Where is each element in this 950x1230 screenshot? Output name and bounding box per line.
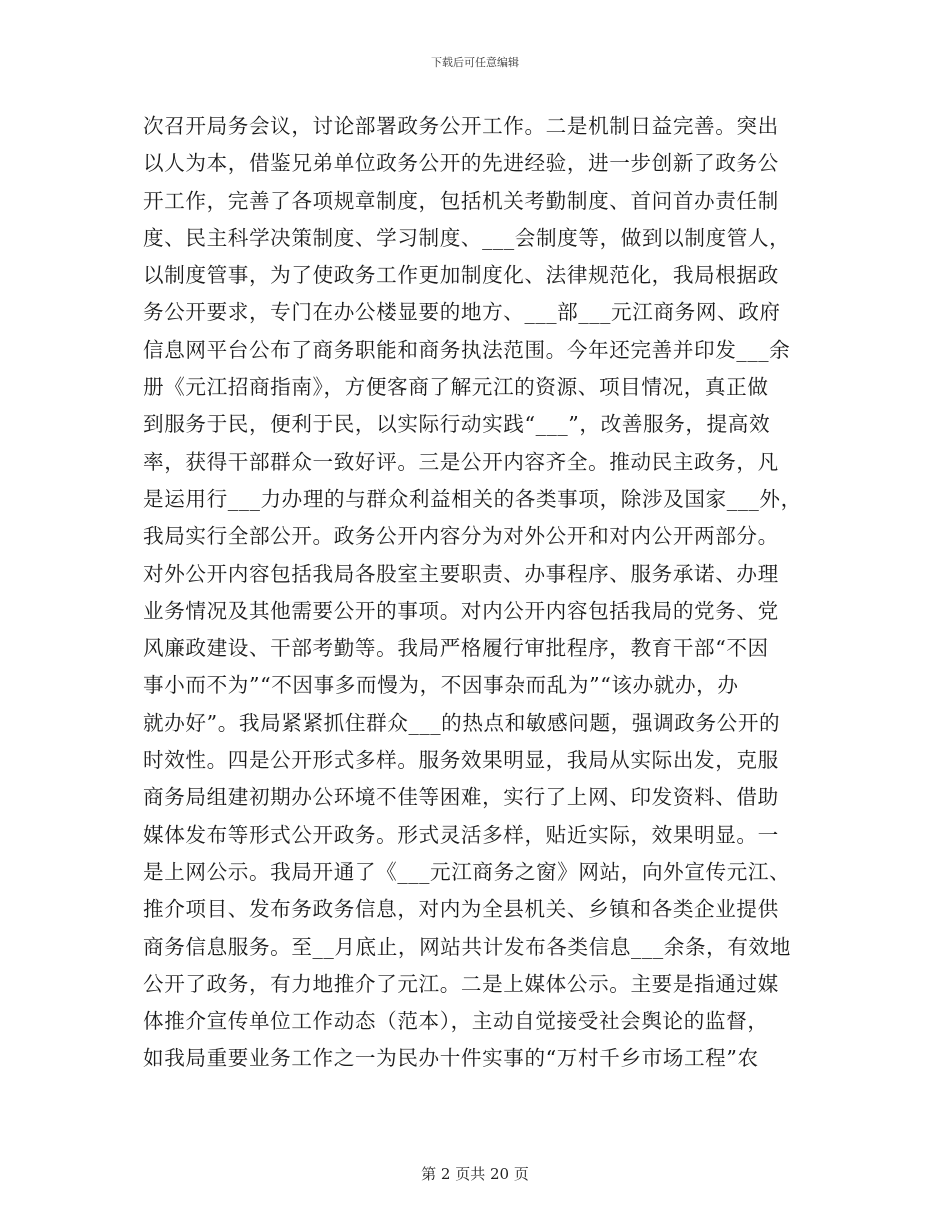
text-line: 率，获得干部群众一致好评。三是公开内容齐全。推动民主政务，凡 <box>143 449 779 474</box>
text-line: 务公开要求，专门在办公楼显要的地方、___部___元江商务网、政府 <box>143 300 781 325</box>
text-line: 是运用行___力办理的与群众利益相关的各类事项，除涉及国家___外， <box>143 486 802 511</box>
text-line: 次召开局务会议，讨论部署政务公开工作。二是机制日益完善。突出 <box>143 114 779 138</box>
text-line: 商务信息服务。至__月底止，网站共计发布各类信息___余条，有效地 <box>143 934 791 959</box>
text-line: 体推介宣传单位工作动态（范本），主动自觉接受社会舆论的监督， <box>143 1009 769 1034</box>
text-line: 到服务于民，便利于民，以实际行动实践“___”，改善服务，提高效 <box>143 412 771 437</box>
text-line: 以制度管事，为了使政务工作更加制度化、法律规范化，我局根据政 <box>143 263 779 288</box>
text-line: 册《元江招商指南》，方便客商了解元江的资源、项目情况，真正做 <box>143 375 769 400</box>
text-line: 时效性。四是公开形式多样。服务效果明显，我局从实际出发，克服 <box>143 748 779 773</box>
text-line: 公开了政务，有力地推介了元江。二是上媒体公示。主要是指通过媒 <box>143 971 779 996</box>
text-line: 度、民主科学决策制度、学习制度、___会制度等，做到以制度管人， <box>143 225 791 250</box>
document-body <box>143 108 808 1078</box>
text-line: 对外公开内容包括我局各股室主要职责、办事程序、服务承诺、办理 <box>143 561 779 586</box>
text-line: 以人为本，借鉴兄弟单位政务公开的先进经验，进一步创新了政务公 <box>143 151 779 176</box>
text-line: 业务情况及其他需要公开的事项。对内公开内容包括我局的党务、党 <box>143 598 779 623</box>
text-line: 推介项目、发布务政务信息，对内为全县机关、乡镇和各类企业提供 <box>143 897 779 922</box>
page-number: 第 2 页共 20 页 <box>421 1165 529 1183</box>
text-line: 我局实行全部公开。政务公开内容分为对外公开和对内公开两部分。 <box>143 524 779 549</box>
text-line: 开工作，完善了各项规章制度，包括机关考勤制度、首问首办责任制 <box>143 188 779 213</box>
text-line: 事小而不为”“不因事多而慢为，不因事杂而乱为”“该办就办，办 <box>143 673 739 698</box>
text-line: 信息网平台公布了商务职能和商务执法范围。今年还完善并印发___余 <box>143 337 791 362</box>
text-line: 如我局重要业务工作之一为民办十件实事的“万村千乡市场工程”农 <box>143 1046 759 1071</box>
text-line: 是上网公示。我局开通了《___元江商务之窗》网站，向外宣传元江、 <box>143 859 791 884</box>
text-line: 商务局组建初期办公环境不佳等困难，实行了上网、印发资料、借助 <box>143 785 779 810</box>
page-header-note: 下载后可任意编辑 <box>431 56 519 69</box>
text-line: 就办好”。我局紧紧抓住群众___的热点和敏感问题，强调政务公开的 <box>143 710 781 735</box>
text-line: 风廉政建设、干部考勤等。我局严格履行审批程序，教育干部“不因 <box>143 636 769 661</box>
text-line: 媒体发布等形式公开政务。形式灵活多样，贴近实际，效果明显。一 <box>143 822 779 847</box>
